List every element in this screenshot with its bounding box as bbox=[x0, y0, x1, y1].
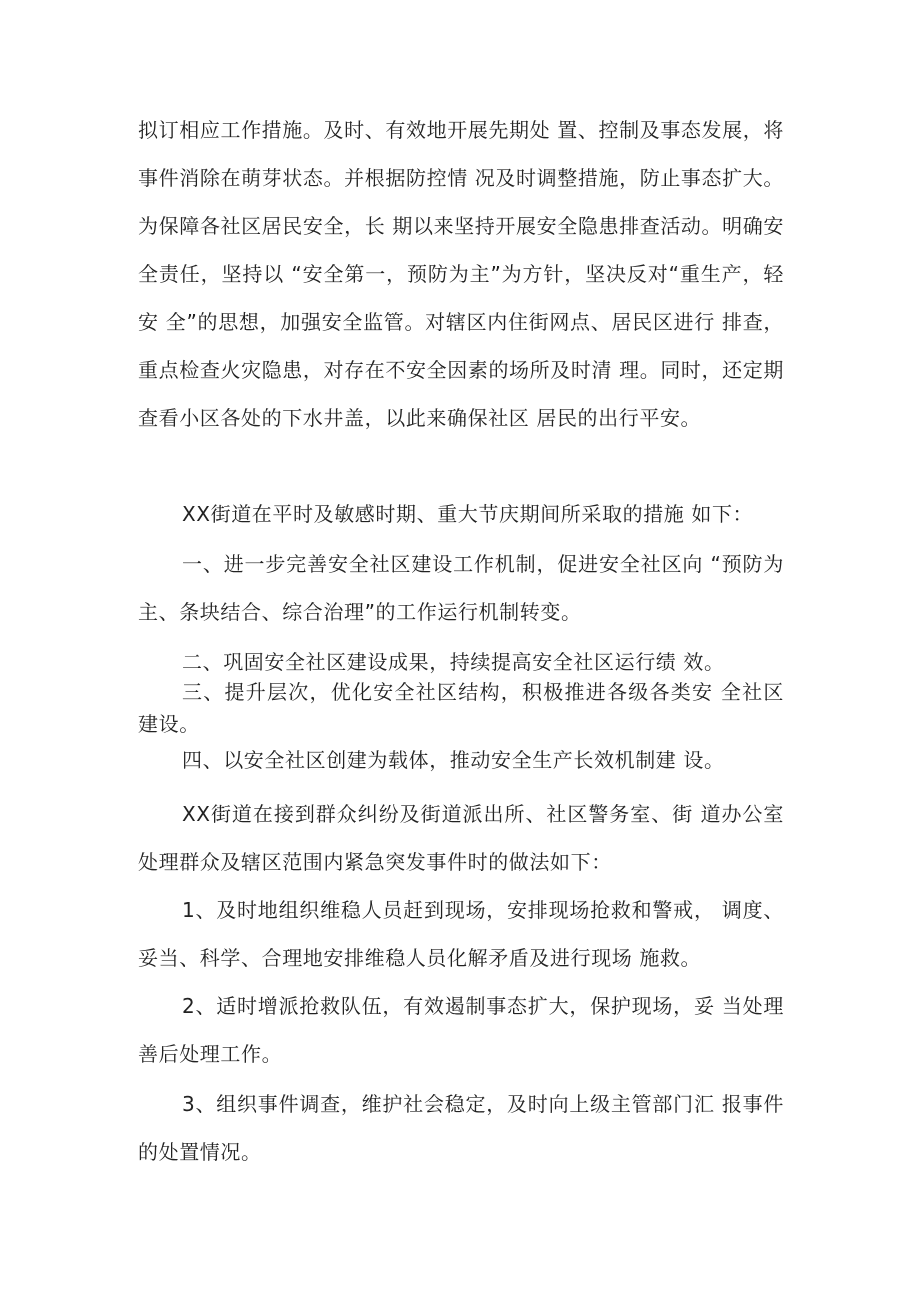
paragraph-measure-4: 四、以安全社区创建为载体，推动安全生产长效机制建 设。 bbox=[182, 748, 725, 772]
paragraph-step-3: 3、组织事件调查，维护社会稳定，及时向上级主管部门汇 报事件的处置情况。 bbox=[138, 1092, 784, 1164]
paragraph-measure-2: 二、巩固安全社区建设成果，持续提高安全社区运行绩 效。 bbox=[182, 650, 725, 674]
paragraph-measure-3: 三、提升层次，优化安全社区结构，积极推进各级各类安 全社区建设。 bbox=[138, 680, 784, 736]
paragraph-intro: 拟订相应工作措施。及时、有效地开展先期处 置、控制及事态发展，将事件消除在萌芽状态。并根据防控情 况及时调整措施，防止事态扩大。为保障各社区居民安全，长 期以来坚持开展安全隐患排查活动。明确安全责任，坚持以 “安全第一，预防为主”为方针，坚决反对“重生产，轻安 全”的思想，加强安全监管。对辖区内住街网点、居民区进行 排查，重点检查火灾隐患，对存在不安全因素的场所及时清 理。同时，还定期查看小区各处的下水井盖，以此来确保社区 居民的出行平安。 bbox=[138, 118, 784, 430]
paragraph-measure-1: 一、进一步完善安全社区建设工作机制，促进安全社区向 “预防为主、条块结合、综合治理”的工作运行机制转变。 bbox=[138, 552, 784, 624]
paragraph-procedure-heading: XX街道在接到群众纠纷及街道派出所、社区警务室、街 道办公室处理群众及辖区范围内紧急突发事件时的做法如下： bbox=[138, 802, 784, 874]
paragraph-step-1: 1、及时地组织维稳人员赶到现场，安排现场抢救和警戒， 调度、妥当、科学、合理地安排维稳人员化解矛盾及进行现场 施救。 bbox=[138, 898, 784, 970]
paragraph-measures-heading: XX街道在平时及敏感时期、重大节庆期间所采取的措施 如下： bbox=[182, 502, 754, 526]
paragraph-step-2: 2、适时增派抢救队伍，有效遏制事态扩大，保护现场，妥 当处理善后处理工作。 bbox=[138, 994, 784, 1066]
